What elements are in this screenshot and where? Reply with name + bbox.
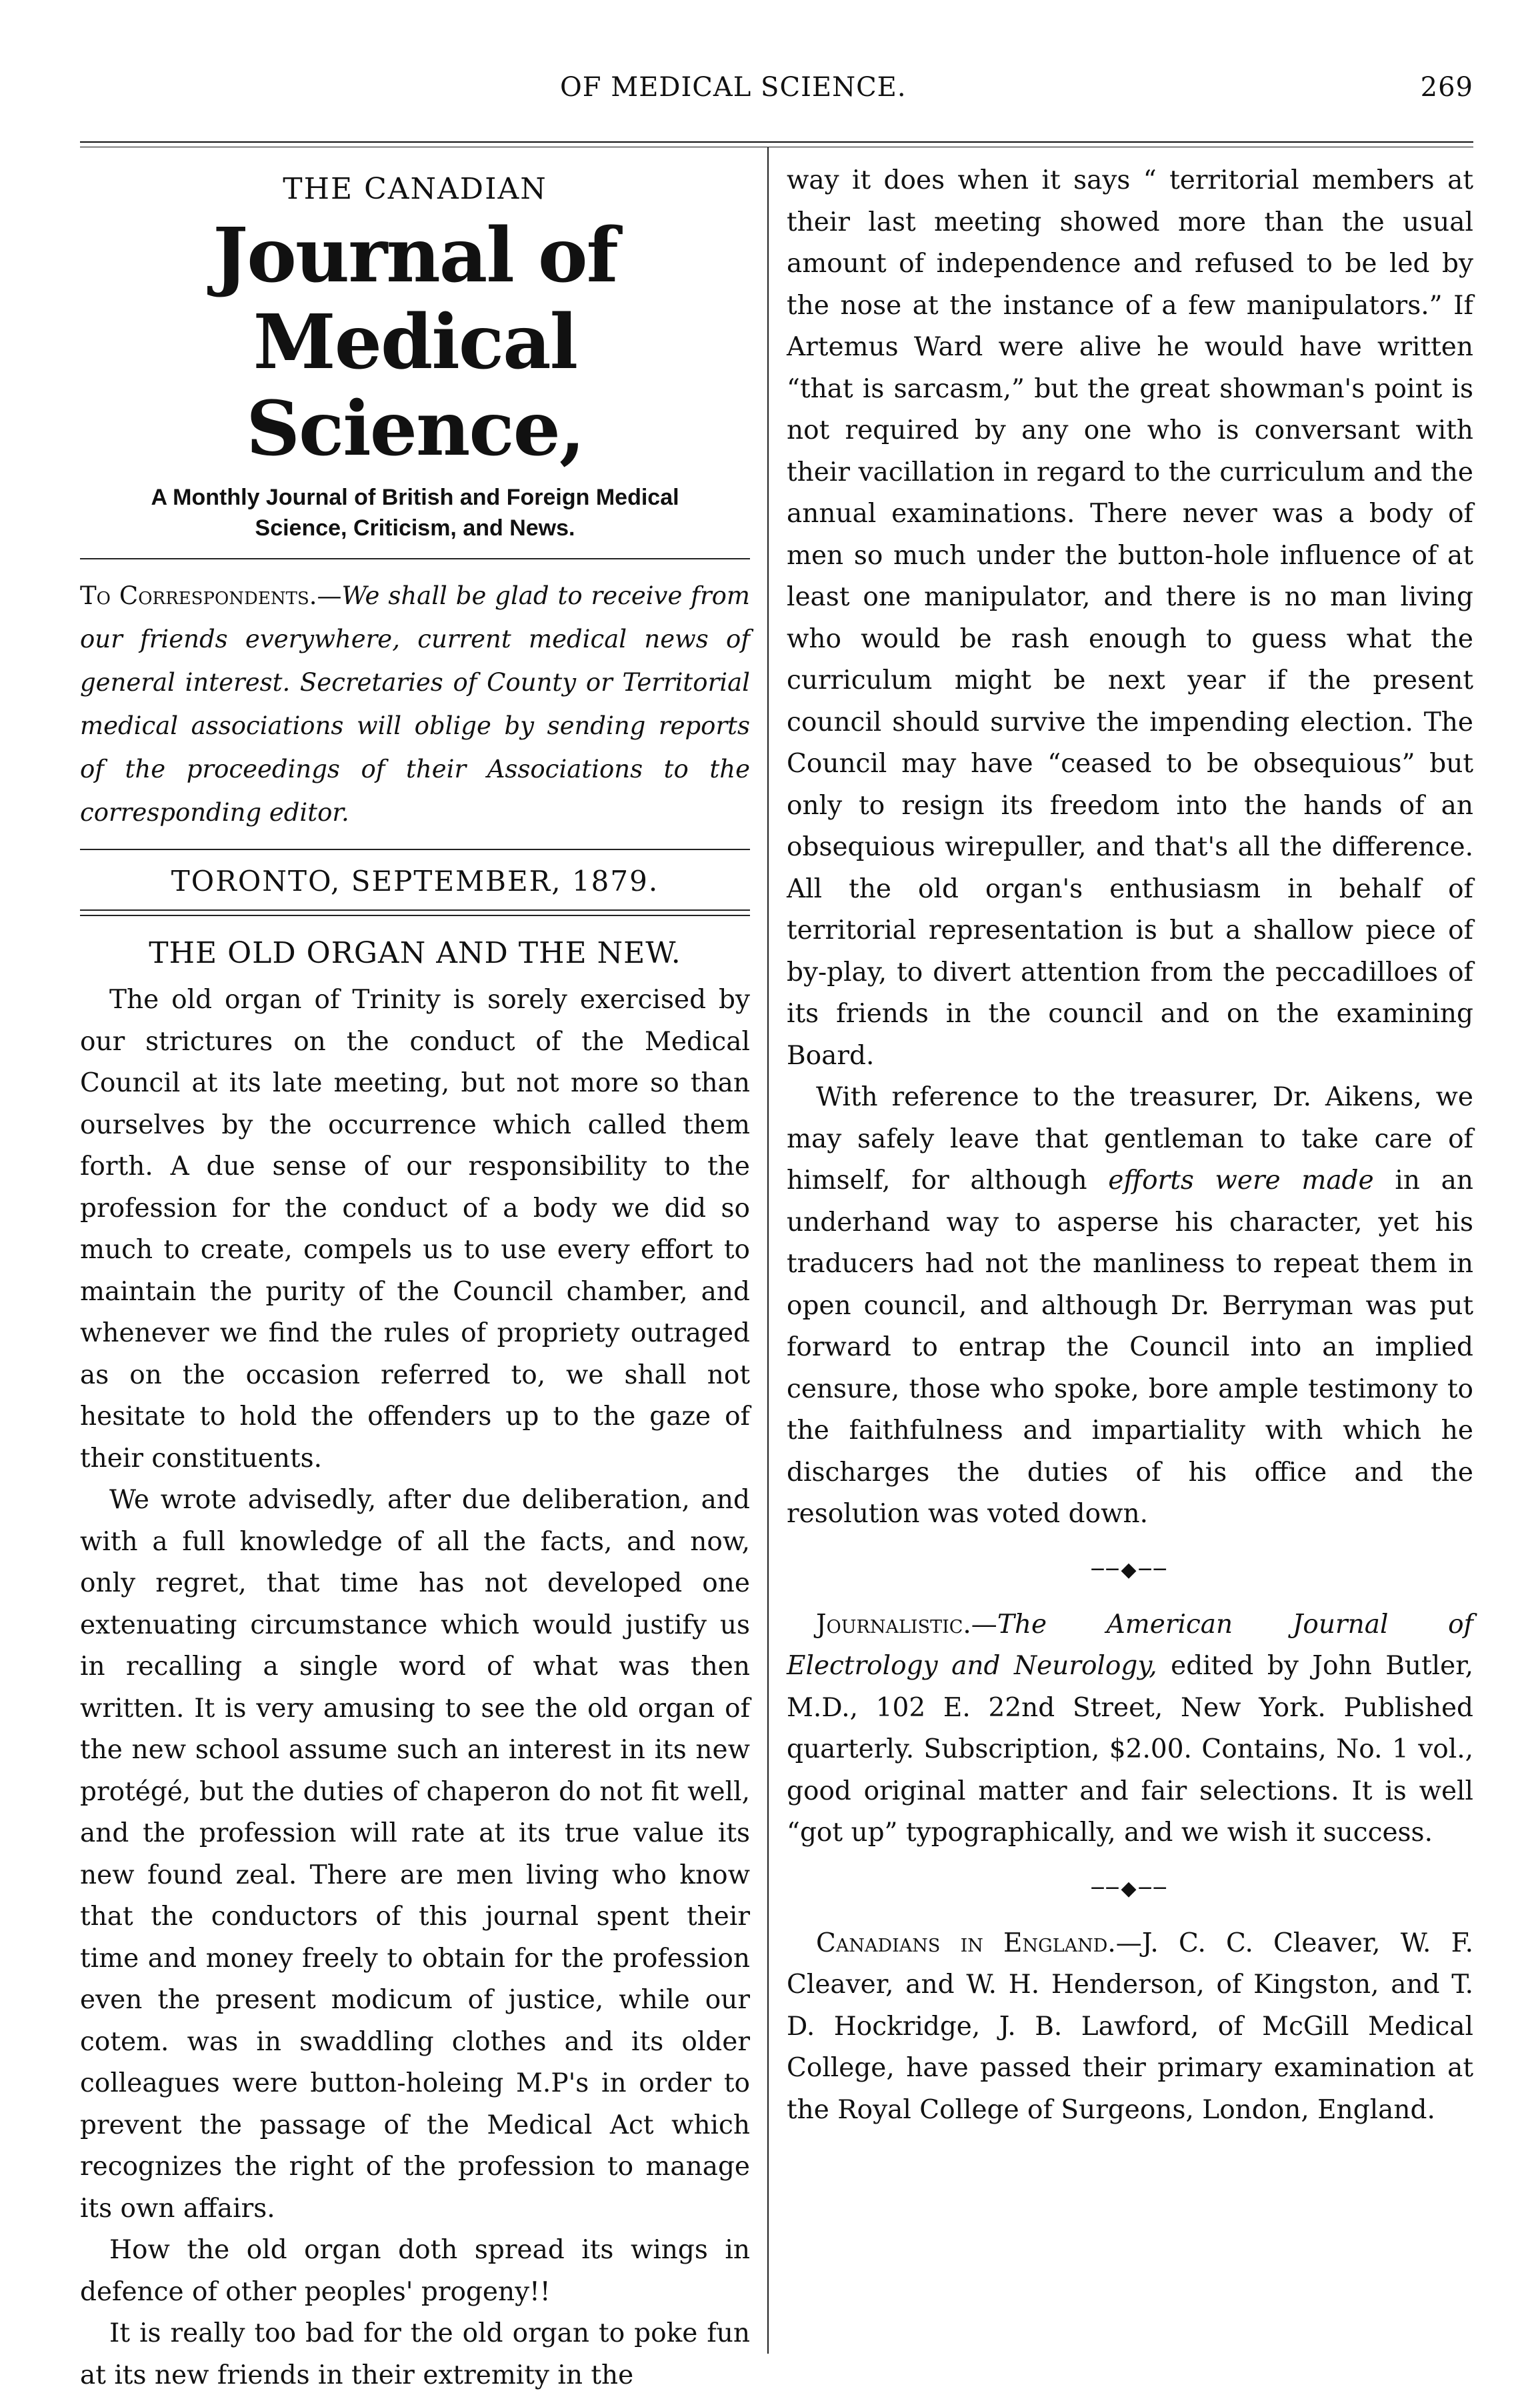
divider-rule [80,849,750,850]
article-paragraph: How the old organ doth spread its wings in defence of other peoples' progeny!! [80,2235,750,2307]
masthead-subtitle-1: A Monthly Journal of British and Foreign Medical [151,485,679,510]
article-paragraph: With reference to the treasurer, Dr. Aikens, we may safely leave that gentleman to take care of himself, for although efforts were made in an underhand way to asperse his character, yet his traducers had not the manliness to repeat them in open council, and although Dr. Berryman was put forward to entrap the Council into an implied censure, those who spoke, bore ample testimony to the faithfulness and impartiality with which he discharges the duties of his office and the resolution was voted down. [787,1082,1473,1529]
header-rule [80,141,1473,147]
masthead-name: THE CANADIAN [283,172,547,206]
column-divider [767,147,769,2354]
correspondents-notice [80,574,750,834]
left-column [80,160,750,2396]
dateline: TORONTO, SEPTEMBER, 1879. [171,865,659,897]
notice-lead: To Correspondents.— [80,581,342,610]
article-paragraph: We wrote advisedly, after due deliberation, and with a full knowledge of all the facts, and now, only regret, that time has not developed one extenuating circumstance which would justify us in recalling a single word of what was then written. It is very amusing to see the old organ of the new school assume such an interest in its new protégé, but the duties of chaperon do not fit well, and the profession will rate at its true value its new found zeal. There are men living who know that the conductors of this journal spent their time and money freely to obtain for the profession even the present modicum of justice, while our cotem. was in swaddling clothes and its older colleagues were button-holeing M.P's in order to prevent the passage of the Medical Act which recognizes the right of the profession to manage its own affairs. [80,1485,750,2224]
article-paragraph: way it does when it says “ territorial members at their last meeting showed more than the usual amount of independence and refused to be led by the nose at the instance of a few manipulators.” If Artemus Ward were alive he would have written “that is sarcasm,” but the great showman's point is not required by any one who is conversant with their vacillation in regard to the curriculum and the annual examinations. There never was a body of men so much under the button-hole influence of at least one manipulator, and there is no man living who would be rash enough to guess what the curriculum might be next year if the present council should survive the impending election. The Council may have “ceased to be obsequious” but only to resign its freedom into the hands of an obsequious wirepuller, and that's all the difference. All the old organ's enthusiasm in behalf of territorial representation is but a shallow piece of by-play, to divert attention from the peccadilloes of its friends in the council and on the examining Board. [787,165,1473,1071]
double-rule [80,909,750,916]
ornament-divider: ──◆── [1091,1558,1169,1582]
masthead-title: Journal of Medical Science, [213,212,617,473]
article-paragraph: The old organ of Trinity is sorely exercised by our strictures on the conduct of the Medical Council at its late meeting, but not more so than ourselves by the occurrence which called them forth. A due sense of our responsibility to the profession for the conduct of a body we did so much to create, compels us to use every effort to maintain the purity of the Council chamber, and whenever we find the rules of propriety outraged as on the occasion referred to, we shall not hesitate to hold the offenders up to the gaze of their constituents. [80,985,750,1474]
divider-rule [80,558,750,559]
journalistic-notice: Journalistic.—The American Journal of Electrology and Neurology, edited by John Butler, M.D., 102 E. 22nd Street, New York. Published quarterly. Subscription, $2.00. Contains, No. 1 vol., good original matter and fair selections. It is well “got up” typographically, and we wish it success. [787,1609,1473,1848]
page-number: 269 [1420,72,1473,103]
right-column [787,160,1473,2131]
article-paragraph: It is really too bad for the old organ to poke fun at its new friends in their extremity in the [80,2318,750,2390]
notice-text: We shall be glad to receive from our friends everywhere, current medical news of general interest. Secretaries of County or Territorial medical associations will oblige by sending reports of the proceedings of their Associations to the corresponding editor. [80,581,751,827]
canadians-notice: Canadians in England.—J. C. C. Cleaver, W. F. Cleaver, and W. H. Henderson, of Kingston, and T. D. Hockridge, J. B. Lawford, of McGill Medical College, have passed their primary examination at the Royal College of Surgeons, London, England. [787,1928,1473,2125]
masthead-subtitle-2: Science, Criticism, and News. [255,515,575,541]
article-title: THE OLD ORGAN AND THE NEW. [149,936,681,970]
running-title: OF MEDICAL SCIENCE. [560,72,907,103]
ornament-divider: ──◆── [1091,1876,1169,1900]
